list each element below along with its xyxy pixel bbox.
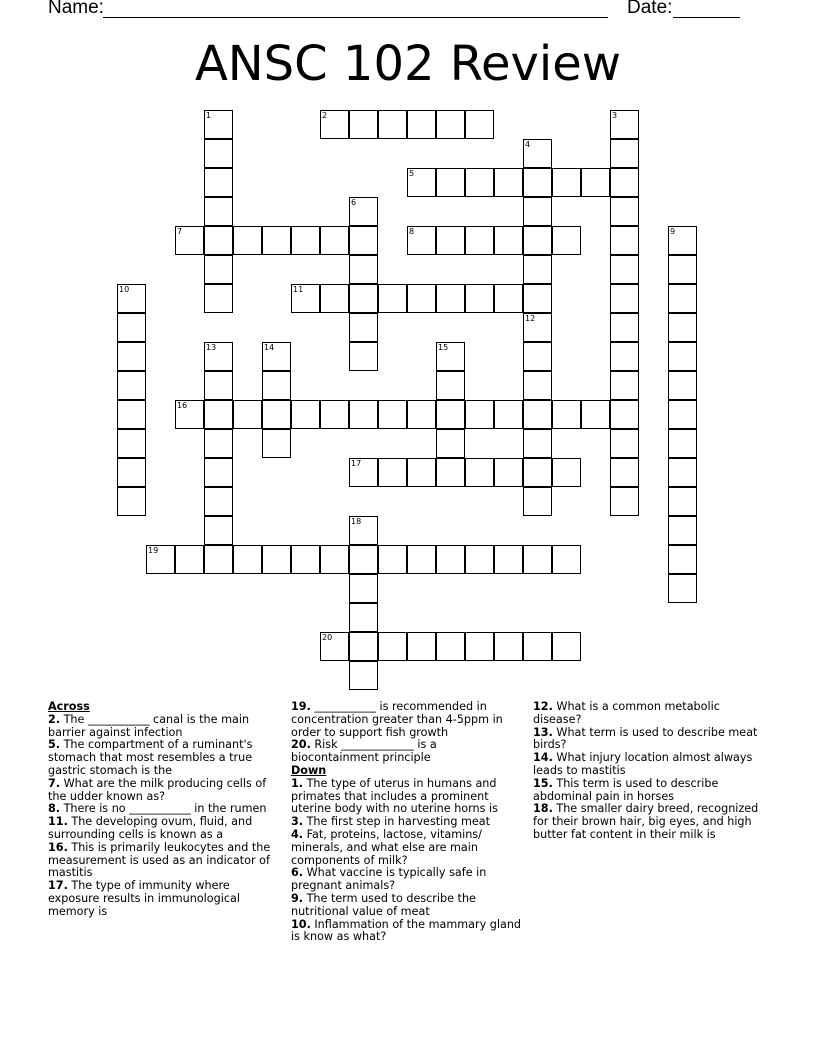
crossword-cell[interactable] <box>320 110 349 139</box>
clue-item <box>533 778 763 804</box>
crossword-cell[interactable] <box>378 545 407 574</box>
crossword-cell[interactable] <box>552 458 581 487</box>
crossword-cell[interactable] <box>378 632 407 661</box>
crossword-cell[interactable] <box>204 168 233 197</box>
crossword-cell[interactable] <box>436 284 465 313</box>
crossword-cell[interactable] <box>465 545 494 574</box>
crossword-cell[interactable] <box>349 603 378 632</box>
crossword-cell[interactable] <box>668 342 697 371</box>
crossword-cell[interactable] <box>668 458 697 487</box>
clue-item-number: 9. <box>291 891 304 905</box>
crossword-cell[interactable] <box>668 574 697 603</box>
clue-number: 4 <box>525 140 531 149</box>
clue-item-text: This term is used to describe abdominal pain in horses <box>533 776 719 803</box>
crossword-cell[interactable] <box>523 342 552 371</box>
crossword-cell[interactable] <box>262 400 291 429</box>
crossword-cell[interactable] <box>349 110 378 139</box>
clue-item <box>291 739 521 765</box>
crossword-cell[interactable] <box>262 371 291 400</box>
crossword-cell[interactable] <box>610 284 639 313</box>
crossword-cell[interactable] <box>436 545 465 574</box>
clue-number: 20 <box>322 633 333 642</box>
crossword-cell[interactable] <box>552 632 581 661</box>
clue-number: 17 <box>351 459 362 468</box>
crossword-cell[interactable] <box>523 313 552 342</box>
crossword-cell[interactable] <box>465 168 494 197</box>
clue-item-text: What vaccine is typically safe in pregnant animals? <box>291 866 487 893</box>
crossword-cell[interactable] <box>610 168 639 197</box>
crossword-cell[interactable] <box>523 400 552 429</box>
crossword-cell[interactable] <box>175 545 204 574</box>
crossword-cell[interactable] <box>204 487 233 516</box>
crossword-cell[interactable] <box>494 400 523 429</box>
crossword-cell[interactable] <box>262 429 291 458</box>
crossword-cell[interactable] <box>668 284 697 313</box>
crossword-cell[interactable] <box>668 226 697 255</box>
crossword-cell[interactable] <box>233 400 262 429</box>
crossword-cell[interactable] <box>320 545 349 574</box>
clue-item-text: Risk _____________ is a biocontainment principle <box>291 738 437 765</box>
clue-item <box>48 816 278 842</box>
crossword-cell[interactable] <box>204 371 233 400</box>
crossword-cell[interactable] <box>204 458 233 487</box>
crossword-cell[interactable] <box>610 110 639 139</box>
clue-item-number: 17. <box>48 879 68 893</box>
clue-item-number: 8. <box>48 802 61 816</box>
crossword-cell[interactable] <box>204 197 233 226</box>
clue-item <box>291 867 521 893</box>
crossword-cell[interactable] <box>204 516 233 545</box>
clue-item-number: 3. <box>291 815 304 829</box>
crossword-cell[interactable] <box>668 487 697 516</box>
clue-item-number: 1. <box>291 776 304 790</box>
crossword-cell[interactable] <box>320 284 349 313</box>
clue-number: 6 <box>351 198 357 207</box>
crossword-cell[interactable] <box>378 458 407 487</box>
crossword-cell[interactable] <box>175 400 204 429</box>
crossword-cell[interactable] <box>668 516 697 545</box>
crossword-cell[interactable] <box>523 632 552 661</box>
crossword-cell[interactable] <box>204 429 233 458</box>
crossword-cell[interactable] <box>117 458 146 487</box>
crossword-cell[interactable] <box>204 110 233 139</box>
clue-item-number: 6. <box>291 866 304 880</box>
clue-item <box>533 701 763 727</box>
crossword-cell[interactable] <box>610 458 639 487</box>
crossword-cell[interactable] <box>233 545 262 574</box>
crossword-cell[interactable] <box>465 226 494 255</box>
clue-item-number: 11. <box>48 815 68 829</box>
clue-item-text: What are the milk producing cells of the udder known as? <box>48 776 267 803</box>
clue-item-number: 12. <box>533 700 553 713</box>
crossword-cell[interactable] <box>320 226 349 255</box>
clue-number: 9 <box>670 227 676 236</box>
clue-number: 13 <box>206 343 217 352</box>
clue-item-text: The type of uterus in humans and primates that includes a prominent uterine body with no uterine horns is <box>291 776 498 816</box>
clue-item-number: 18. <box>533 802 553 816</box>
crossword-cell[interactable] <box>610 255 639 284</box>
crossword-cell[interactable] <box>668 255 697 284</box>
clue-number: 14 <box>264 343 275 352</box>
clue-number: 10 <box>119 285 130 294</box>
crossword-cell[interactable] <box>552 226 581 255</box>
crossword-cell[interactable] <box>204 226 233 255</box>
crossword-cell[interactable] <box>349 458 378 487</box>
crossword-cell[interactable] <box>494 545 523 574</box>
crossword-cell[interactable] <box>494 458 523 487</box>
crossword-cell[interactable] <box>204 342 233 371</box>
crossword-cell[interactable] <box>349 516 378 545</box>
clue-item-text: What term is used to describe meat birds? <box>533 725 758 752</box>
crossword-cell[interactable] <box>552 400 581 429</box>
crossword-cell[interactable] <box>407 226 436 255</box>
clue-item-text: The developing ovum, fluid, and surrounding cells is known as a <box>48 815 253 841</box>
crossword-cell[interactable] <box>378 400 407 429</box>
crossword-cell[interactable] <box>175 226 204 255</box>
crossword-cell[interactable] <box>523 487 552 516</box>
crossword-cell[interactable] <box>436 632 465 661</box>
crossword-cell[interactable] <box>465 110 494 139</box>
crossword-cell[interactable] <box>262 342 291 371</box>
crossword-cell[interactable] <box>581 168 610 197</box>
clue-item <box>291 919 521 945</box>
crossword-cell[interactable] <box>610 429 639 458</box>
crossword-cell[interactable] <box>523 139 552 168</box>
crossword-cell[interactable] <box>523 458 552 487</box>
clue-number: 7 <box>177 227 183 236</box>
clue-item-text: There is no ___________ in the rumen <box>60 802 267 816</box>
clue-item-number: 7. <box>48 776 61 790</box>
crossword-cell[interactable] <box>523 284 552 313</box>
crossword-cell[interactable] <box>291 226 320 255</box>
crossword-cell[interactable] <box>349 342 378 371</box>
clue-section-heading: Down <box>291 763 327 777</box>
crossword-cell[interactable] <box>436 371 465 400</box>
crossword-cell[interactable] <box>349 545 378 574</box>
crossword-cell[interactable] <box>610 313 639 342</box>
clue-item <box>48 714 278 740</box>
crossword-cell[interactable] <box>610 400 639 429</box>
crossword-cell[interactable] <box>581 400 610 429</box>
clue-item-text: ___________ is recommended in concentration greater than 4-5ppm in order to support fish growth <box>291 700 503 739</box>
clue-item-text: Inflammation of the mammary gland is know as what? <box>291 917 522 944</box>
clue-item-number: 2. <box>48 712 61 726</box>
clue-item-text: This is primarily leukocytes and the measurement is used as an indicator of mastitis <box>48 840 271 880</box>
crossword-cell[interactable] <box>523 168 552 197</box>
clue-column-3 <box>533 701 763 842</box>
crossword-cell[interactable] <box>436 168 465 197</box>
clue-number: 3 <box>612 111 618 120</box>
crossword-cell[interactable] <box>291 400 320 429</box>
crossword-cell[interactable] <box>436 342 465 371</box>
crossword-cell[interactable] <box>668 400 697 429</box>
crossword-cell[interactable] <box>523 197 552 226</box>
clue-item-number: 20. <box>291 738 311 752</box>
crossword-cell[interactable] <box>523 429 552 458</box>
crossword-cell[interactable] <box>610 197 639 226</box>
page-title: ANSC 102 Review <box>194 36 622 92</box>
clue-item-text: The type of immunity where exposure results in immunological memory is <box>48 879 240 918</box>
crossword-cell[interactable] <box>610 342 639 371</box>
crossword-cell[interactable] <box>523 226 552 255</box>
crossword-cell[interactable] <box>349 284 378 313</box>
crossword-cell[interactable] <box>262 226 291 255</box>
clue-number: 2 <box>322 111 328 120</box>
crossword-cell[interactable] <box>117 400 146 429</box>
crossword-cell[interactable] <box>262 545 291 574</box>
clue-item <box>533 727 763 753</box>
clue-item <box>48 778 278 804</box>
clue-item <box>291 701 521 739</box>
clue-item-text: The term used to describe the nutritional value of meat <box>291 891 476 918</box>
crossword-cell[interactable] <box>117 371 146 400</box>
crossword-cell[interactable] <box>668 429 697 458</box>
crossword-cell[interactable] <box>291 284 320 313</box>
crossword-cell[interactable] <box>610 371 639 400</box>
crossword-cell[interactable] <box>291 545 320 574</box>
clue-section-heading: Across <box>48 700 90 713</box>
crossword-cell[interactable] <box>349 661 378 690</box>
name-label: Name: <box>48 0 110 18</box>
crossword-cell[interactable] <box>117 487 146 516</box>
clue-number: 5 <box>409 169 415 178</box>
crossword-cell[interactable] <box>465 400 494 429</box>
crossword-cell[interactable] <box>117 313 146 342</box>
crossword-cell[interactable] <box>204 255 233 284</box>
crossword-cell[interactable] <box>146 545 175 574</box>
crossword-cell[interactable] <box>349 574 378 603</box>
clue-number: 18 <box>351 517 362 526</box>
clue-item <box>291 778 521 816</box>
clue-item <box>291 893 521 919</box>
crossword-cell[interactable] <box>436 400 465 429</box>
clue-number: 19 <box>148 546 159 555</box>
crossword-cell[interactable] <box>320 632 349 661</box>
crossword-cell[interactable] <box>378 284 407 313</box>
crossword-cell[interactable] <box>436 110 465 139</box>
crossword-cell[interactable] <box>407 400 436 429</box>
clue-number: 11 <box>293 285 304 294</box>
clue-item <box>533 752 763 778</box>
crossword-cell[interactable] <box>465 284 494 313</box>
crossword-cell[interactable] <box>349 400 378 429</box>
clue-number: 8 <box>409 227 415 236</box>
clue-item-text: The first step in harvesting meat <box>303 815 491 829</box>
crossword-cell[interactable] <box>349 632 378 661</box>
clue-item-number: 13. <box>533 725 553 739</box>
clue-item-text: The compartment of a ruminant's stomach that most resembles a true gastric stomach is the <box>48 738 253 777</box>
clue-item-number: 15. <box>533 776 553 790</box>
crossword-cell[interactable] <box>407 545 436 574</box>
crossword-cell[interactable] <box>204 545 233 574</box>
crossword-cell[interactable] <box>407 632 436 661</box>
crossword-cell[interactable] <box>117 342 146 371</box>
crossword-cell[interactable] <box>668 371 697 400</box>
clue-column-1 <box>48 701 278 919</box>
crossword-cell[interactable] <box>349 226 378 255</box>
crossword-cell[interactable] <box>117 284 146 313</box>
clue-item <box>48 739 278 777</box>
crossword-cell[interactable] <box>610 139 639 168</box>
crossword-cell[interactable] <box>436 429 465 458</box>
crossword-cell[interactable] <box>465 632 494 661</box>
clue-item <box>533 803 763 841</box>
crossword-cell[interactable] <box>494 632 523 661</box>
clue-item-text: The ___________ canal is the main barrier against infection <box>48 712 250 739</box>
crossword-cell[interactable] <box>204 400 233 429</box>
crossword-cell[interactable] <box>523 255 552 284</box>
clue-item-number: 5. <box>48 738 61 752</box>
clue-number: 15 <box>438 343 449 352</box>
clue-item-number: 19. <box>291 700 311 713</box>
crossword-cell[interactable] <box>407 110 436 139</box>
clue-number: 1 <box>206 111 212 120</box>
crossword-cell[interactable] <box>349 313 378 342</box>
crossword-cell[interactable] <box>610 487 639 516</box>
crossword-cell[interactable] <box>523 371 552 400</box>
clue-item-number: 4. <box>291 827 304 841</box>
clue-item-number: 10. <box>291 917 311 931</box>
clue-item <box>48 842 278 880</box>
crossword-cell[interactable] <box>494 284 523 313</box>
crossword-cell[interactable] <box>436 226 465 255</box>
crossword-cell[interactable] <box>668 313 697 342</box>
crossword-cell[interactable] <box>378 110 407 139</box>
crossword-cell[interactable] <box>407 284 436 313</box>
clue-number: 16 <box>177 401 188 410</box>
crossword-cell[interactable] <box>117 429 146 458</box>
crossword-cell[interactable] <box>523 545 552 574</box>
crossword-cell[interactable] <box>465 458 494 487</box>
crossword-cell[interactable] <box>494 226 523 255</box>
clue-item-number: 16. <box>48 840 68 854</box>
clue-item-text: What injury location almost always leads to mastitis <box>533 751 753 777</box>
date-label: Date: <box>627 0 678 18</box>
clue-column-2 <box>291 701 521 944</box>
crossword-cell[interactable] <box>436 458 465 487</box>
clue-number: 12 <box>525 314 536 323</box>
crossword-cell[interactable] <box>204 139 233 168</box>
crossword-cell[interactable] <box>494 168 523 197</box>
crossword-cell[interactable] <box>320 400 349 429</box>
crossword-cell[interactable] <box>349 255 378 284</box>
crossword-cell[interactable] <box>407 458 436 487</box>
crossword-cell[interactable] <box>204 284 233 313</box>
clue-item-number: 14. <box>533 751 553 765</box>
clue-item <box>291 829 521 867</box>
crossword-cell[interactable] <box>407 168 436 197</box>
crossword-cell[interactable] <box>349 197 378 226</box>
crossword-cell[interactable] <box>552 168 581 197</box>
crossword-cell[interactable] <box>552 545 581 574</box>
clue-item-text: The smaller dairy breed, recognized for their brown hair, big eyes, and high butter fat content in their milk is <box>533 802 759 841</box>
clue-item-text: Fat, proteins, lactose, vitamins/ minerals, and what else are main components of milk? <box>291 827 482 867</box>
crossword-cell[interactable] <box>668 545 697 574</box>
crossword-cell[interactable] <box>610 226 639 255</box>
clue-item <box>48 880 278 918</box>
crossword-cell[interactable] <box>233 226 262 255</box>
clue-item-text: What is a common metabolic disease? <box>533 700 720 726</box>
